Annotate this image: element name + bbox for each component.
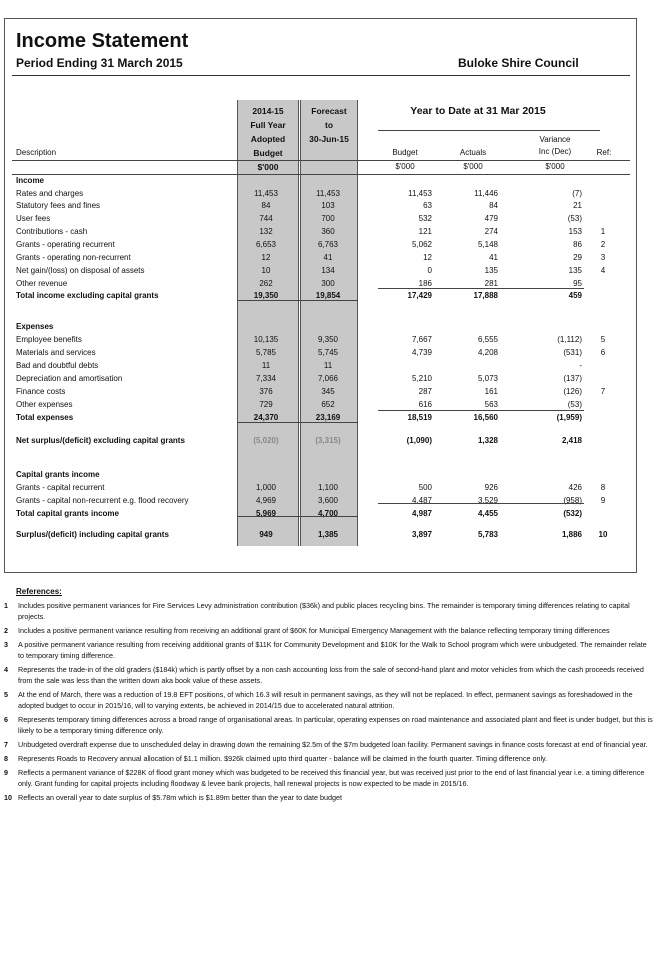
variance-hdr-line-2: Inc (Dec) (538, 147, 572, 156)
row-description: Total capital grants income (16, 509, 119, 518)
row-ref: 9 (600, 496, 606, 505)
row-ytd-actuals: 281 (484, 279, 498, 288)
reference-item (4, 600, 654, 622)
row-ytd-budget: 287 (418, 387, 432, 396)
row-description: Expenses (16, 322, 54, 331)
variance-units: $'000 (545, 162, 565, 171)
row-budget: 11 (261, 361, 271, 370)
row-forecast: 9,350 (317, 335, 339, 344)
row-ytd-actuals: 135 (484, 266, 498, 275)
row-variance: 459 (568, 291, 582, 300)
budget-hdr-line-3: Adopted (250, 134, 286, 144)
row-variance: 1,886 (561, 530, 582, 539)
row-forecast: 19,854 (315, 291, 341, 300)
row-forecast: 345 (321, 387, 335, 396)
page-title: Income Statement (16, 30, 189, 52)
row-budget: 5,785 (255, 348, 277, 357)
row-budget: 5,969 (255, 509, 277, 518)
reference-text: Unbudgeted overdraft expense due to unscheduled delay in drawing down the remaining $2.5m of the $7m budgeted loan facility. Permanent savings in finance costs forecast at end of financial year. (18, 740, 648, 749)
row-budget: 376 (259, 387, 273, 396)
row-forecast: 7,066 (317, 374, 339, 383)
row-description: Rates and charges (16, 189, 84, 198)
row-budget: 24,370 (253, 413, 279, 422)
row-ytd-actuals: 3,529 (477, 496, 498, 505)
row-ref: 8 (600, 483, 606, 492)
row-description: Statutory fees and fines (16, 201, 101, 210)
table-row (0, 201, 633, 214)
row-ytd-budget: 18,519 (407, 413, 432, 422)
income-total-line (378, 288, 584, 289)
row-forecast: 11,453 (316, 189, 340, 198)
row-forecast: 300 (321, 279, 335, 288)
row-description: Income (16, 176, 45, 185)
row-ref: 7 (600, 387, 606, 396)
row-ytd-budget: 5,210 (411, 374, 432, 383)
row-description: Total expenses (16, 413, 74, 422)
row-variance: 86 (573, 240, 582, 249)
row-forecast: 360 (321, 227, 335, 236)
reference-text: At the end of March, there was a reduction of 19.8 EFT positions, of which 16.3 will result in permanent savings, as they will not be replaced. In effect, permanent savings as foreshadowed in the adopted budget to occur in 2015/16, will to varying extents, be achieved in 2014/15 due to accelerated natural attrition. (18, 690, 633, 710)
row-ref: 6 (600, 348, 606, 357)
row-variance: (1,959) (556, 413, 582, 422)
reference-text: Reflects an overall year to date surplus of $5.78m which is $1.89m better than the year to date budget (18, 793, 343, 802)
row-variance: - (579, 361, 582, 370)
ytd-title: Year to Date at 31 Mar 2015 (410, 105, 546, 117)
capital-total-line (378, 503, 584, 504)
row-ytd-budget: 12 (423, 253, 432, 262)
row-description: Grants - capital non-recurrent e.g. flood recovery (16, 496, 189, 505)
forecast-col-header (300, 104, 358, 146)
table-row (0, 322, 633, 335)
row-ytd-budget: 532 (418, 214, 432, 223)
row-variance: 95 (573, 279, 582, 288)
row-budget: 10 (261, 266, 271, 275)
reference-number: 5 (4, 690, 8, 699)
row-ytd-actuals: 4,455 (477, 509, 498, 518)
row-ytd-actuals: 11,446 (474, 189, 498, 198)
reference-item (4, 664, 654, 686)
row-forecast: 41 (323, 253, 333, 262)
reference-item (4, 739, 654, 750)
row-description: Capital grants income (16, 470, 100, 479)
row-ytd-budget: 11,453 (408, 189, 432, 198)
row-ytd-actuals: 479 (484, 214, 498, 223)
row-variance: 21 (573, 201, 582, 210)
row-ytd-budget: 0 (427, 266, 432, 275)
reference-number: 4 (4, 665, 8, 674)
row-description: Grants - capital recurrent (16, 483, 105, 492)
reference-text: Includes a positive permanent variance resulting from receiving an additional grant of $60K for Municipal Emergency Management with the balance reflecting temporary timing differences (18, 626, 610, 635)
table-row (0, 335, 633, 348)
reference-item (4, 639, 654, 661)
table-row (0, 361, 633, 374)
row-forecast: 3,600 (317, 496, 339, 505)
row-ytd-actuals: 5,148 (477, 240, 498, 249)
reference-number: 8 (4, 754, 8, 763)
row-ytd-budget: 616 (418, 400, 432, 409)
reference-number: 6 (4, 715, 8, 724)
row-ref: 10 (598, 530, 608, 539)
row-description: User fees (16, 214, 51, 223)
table-row (0, 530, 633, 543)
row-ytd-budget: 186 (418, 279, 432, 288)
ytd-actuals-header: Actuals (459, 148, 487, 157)
row-forecast: 5,745 (317, 348, 339, 357)
references-heading: References: (16, 587, 62, 596)
row-budget: 1,000 (255, 483, 277, 492)
row-budget: 262 (259, 279, 273, 288)
row-ytd-actuals: 17,888 (473, 291, 498, 300)
table-row (0, 291, 633, 304)
forecast-hdr-line-3: 30-Jun-15 (309, 134, 349, 144)
reference-text: Represents the trade-in of the old graders ($184k) which is partly offset by a non cash accounting loss from the sale of second-hand plant and motor vehicles from which the cash proceeds received from the sale was less than the written down aka book value of these assets. (18, 665, 644, 685)
row-ytd-budget: 4,987 (411, 509, 432, 518)
row-ytd-actuals: 6,555 (477, 335, 498, 344)
row-description: Total income excluding capital grants (16, 291, 159, 300)
table-row (0, 240, 633, 253)
reference-number: 10 (4, 793, 12, 802)
row-description: Bad and doubtful debts (16, 361, 99, 370)
units-rule (12, 174, 630, 175)
row-ref: 5 (600, 335, 606, 344)
row-variance: (126) (563, 387, 582, 396)
row-forecast: 103 (321, 201, 335, 210)
ytd-title-underline (378, 130, 600, 131)
table-row (0, 227, 633, 240)
table-row (0, 253, 633, 266)
row-variance: (531) (563, 348, 582, 357)
table-row (0, 214, 633, 227)
ytd-budget-header: Budget (392, 148, 418, 157)
row-description: Grants - operating recurrent (16, 240, 115, 249)
row-budget: (5,020) (253, 436, 279, 445)
reference-item (4, 625, 654, 636)
budget-hdr-line-4: Budget (253, 148, 283, 158)
row-ytd-actuals: 4,208 (477, 348, 498, 357)
reference-number: 9 (4, 768, 8, 777)
row-description: Surplus/(deficit) including capital grants (16, 530, 169, 539)
row-budget: 10,135 (253, 335, 279, 344)
forecast-hdr-line-1: Forecast (311, 106, 347, 116)
row-forecast: 1,100 (317, 483, 339, 492)
council-name: Buloke Shire Council (458, 56, 579, 70)
row-variance: (137) (563, 374, 582, 383)
table-row (0, 176, 633, 189)
reference-text: Includes positive permanent variances for Fire Services Levy administration contribution ($36k) and public places recycling bins. The remainder is temporary timing differences relating to capital projects. (18, 601, 630, 621)
table-row (0, 266, 633, 279)
row-budget: 11,453 (254, 189, 278, 198)
row-variance: (7) (572, 189, 582, 198)
row-description: Contributions - cash (16, 227, 88, 236)
row-budget: 7,334 (255, 374, 277, 383)
row-forecast: 134 (321, 266, 335, 275)
row-ref: 4 (600, 266, 606, 275)
reference-number: 7 (4, 740, 8, 749)
references-section (4, 586, 654, 803)
table-row (0, 400, 633, 413)
row-description: Other expenses (16, 400, 73, 409)
row-ytd-budget: 7,667 (411, 335, 432, 344)
table-row (0, 470, 633, 483)
row-forecast: 652 (321, 400, 335, 409)
table-row (0, 374, 633, 387)
row-budget: 132 (259, 227, 273, 236)
row-forecast: 11 (323, 361, 333, 370)
ref-header: Ref: (596, 148, 612, 157)
row-ytd-actuals: 274 (484, 227, 498, 236)
row-budget: 12 (261, 253, 271, 262)
row-budget: 4,969 (255, 496, 277, 505)
row-ytd-budget: 4,487 (411, 496, 432, 505)
reference-text: Represents Roads to Recovery annual allocation of $1.1 million. $926k claimed upto third quarter - balance will be claimed in the fourth quarter. Timing difference only. (18, 754, 548, 763)
row-budget: 6,653 (255, 240, 277, 249)
row-ytd-budget: 5,062 (411, 240, 432, 249)
row-variance: (53) (567, 214, 582, 223)
reference-text: A positive permanent variance resulting from receiving additional grants of $11K for Community Development and $10K for the Walk to School program which were unbudgeted. The remainder relate to temporary timing difference. (18, 640, 647, 660)
reference-text: Reflects a permanent variance of $228K of flood grant money which was budgeted to be received this financial year, but was received just prior to the end of last financial year i.e. a timing difference only. Grant funding for capital projects including floodway & levee bank projects, hall renewal projects is now expected to be made in 2015/16. (18, 768, 645, 788)
row-budget: 744 (259, 214, 273, 223)
row-ytd-actuals: 16,560 (473, 413, 498, 422)
row-variance: 2,418 (561, 436, 582, 445)
row-forecast: 6,763 (317, 240, 339, 249)
row-forecast: (3,315) (315, 436, 341, 445)
column-header-rule (12, 160, 630, 161)
row-ytd-actuals: 41 (489, 253, 498, 262)
period-label: Period Ending 31 March 2015 (16, 56, 183, 70)
row-budget: 949 (259, 530, 273, 539)
table-row (0, 436, 633, 449)
row-ytd-budget: 17,429 (407, 291, 432, 300)
row-ytd-budget: 3,897 (411, 530, 432, 539)
row-description: Grants - operating non-recurrent (16, 253, 131, 262)
row-description: Employee benefits (16, 335, 82, 344)
budget-hdr-line-2: Full Year (250, 120, 286, 130)
reference-number: 2 (4, 626, 8, 635)
ytd-budget-units: $'000 (395, 162, 415, 171)
row-ref: 3 (600, 253, 606, 262)
row-ytd-actuals: 5,073 (477, 374, 498, 383)
reference-item (4, 753, 654, 764)
row-variance: 135 (568, 266, 582, 275)
row-variance: (958) (563, 496, 582, 505)
row-forecast: 23,169 (315, 413, 341, 422)
row-description: Materials and services (16, 348, 96, 357)
reference-item (4, 792, 654, 803)
reference-item (4, 689, 654, 711)
table-row (0, 483, 633, 496)
row-budget: 84 (261, 201, 271, 210)
row-ytd-actuals: 563 (484, 400, 498, 409)
row-budget: 729 (259, 400, 273, 409)
forecast-hdr-line-2: to (324, 120, 334, 130)
references-list (4, 600, 654, 803)
budget-capital-total-line (238, 516, 358, 517)
row-forecast: 700 (321, 214, 335, 223)
ytd-actuals-units: $'000 (463, 162, 483, 171)
row-description: Depreciation and amortisation (16, 374, 123, 383)
reference-item (4, 714, 654, 736)
row-ytd-actuals: 161 (484, 387, 498, 396)
row-ytd-actuals: 1,328 (477, 436, 498, 445)
table-row (0, 348, 633, 361)
budget-income-total-line (238, 300, 358, 301)
expenses-total-line (378, 410, 584, 411)
row-ytd-budget: 121 (418, 227, 432, 236)
row-description: Finance costs (16, 387, 66, 396)
budget-col-header (238, 104, 298, 174)
table-row (0, 413, 633, 426)
row-variance: (1,112) (557, 335, 582, 344)
row-variance: (53) (567, 400, 582, 409)
variance-hdr-line-1: Variance (539, 135, 571, 144)
row-variance: (532) (563, 509, 582, 518)
row-forecast: 1,385 (317, 530, 339, 539)
row-ytd-actuals: 84 (489, 201, 498, 210)
row-ytd-budget: 500 (418, 483, 432, 492)
row-ytd-actuals: 926 (484, 483, 498, 492)
row-description: Other revenue (16, 279, 68, 288)
row-ytd-budget: 4,739 (411, 348, 432, 357)
row-variance: 153 (568, 227, 582, 236)
table-row (0, 387, 633, 400)
budget-hdr-units: $'000 (257, 162, 279, 172)
row-ref: 2 (600, 240, 606, 249)
row-ytd-actuals: 5,783 (477, 530, 498, 539)
row-forecast: 4,700 (317, 509, 339, 518)
reference-number: 1 (4, 601, 8, 610)
reference-item (4, 767, 654, 789)
row-ref: 1 (600, 227, 606, 236)
row-ytd-budget: (1,090) (406, 436, 432, 445)
row-ytd-budget: 63 (423, 201, 432, 210)
header-divider (12, 75, 630, 76)
row-variance: 426 (568, 483, 582, 492)
variance-header (528, 134, 582, 158)
budget-hdr-line-1: 2014-15 (252, 106, 284, 116)
row-variance: 29 (573, 253, 582, 262)
row-budget: 19,350 (253, 291, 279, 300)
row-description: Net gain/(loss) on disposal of assets (16, 266, 145, 275)
reference-text: Represents temporary timing differences across a broad range of organisational areas. In particular, operating expenses on road maintenance and associated plant and fleet is under budget, but this is likely to be a temporary timing difference only. (18, 715, 653, 735)
description-header: Description (16, 148, 57, 157)
reference-number: 3 (4, 640, 8, 649)
row-description: Net surplus/(deficit) excluding capital grants (16, 436, 185, 445)
budget-expenses-total-line (238, 422, 358, 423)
